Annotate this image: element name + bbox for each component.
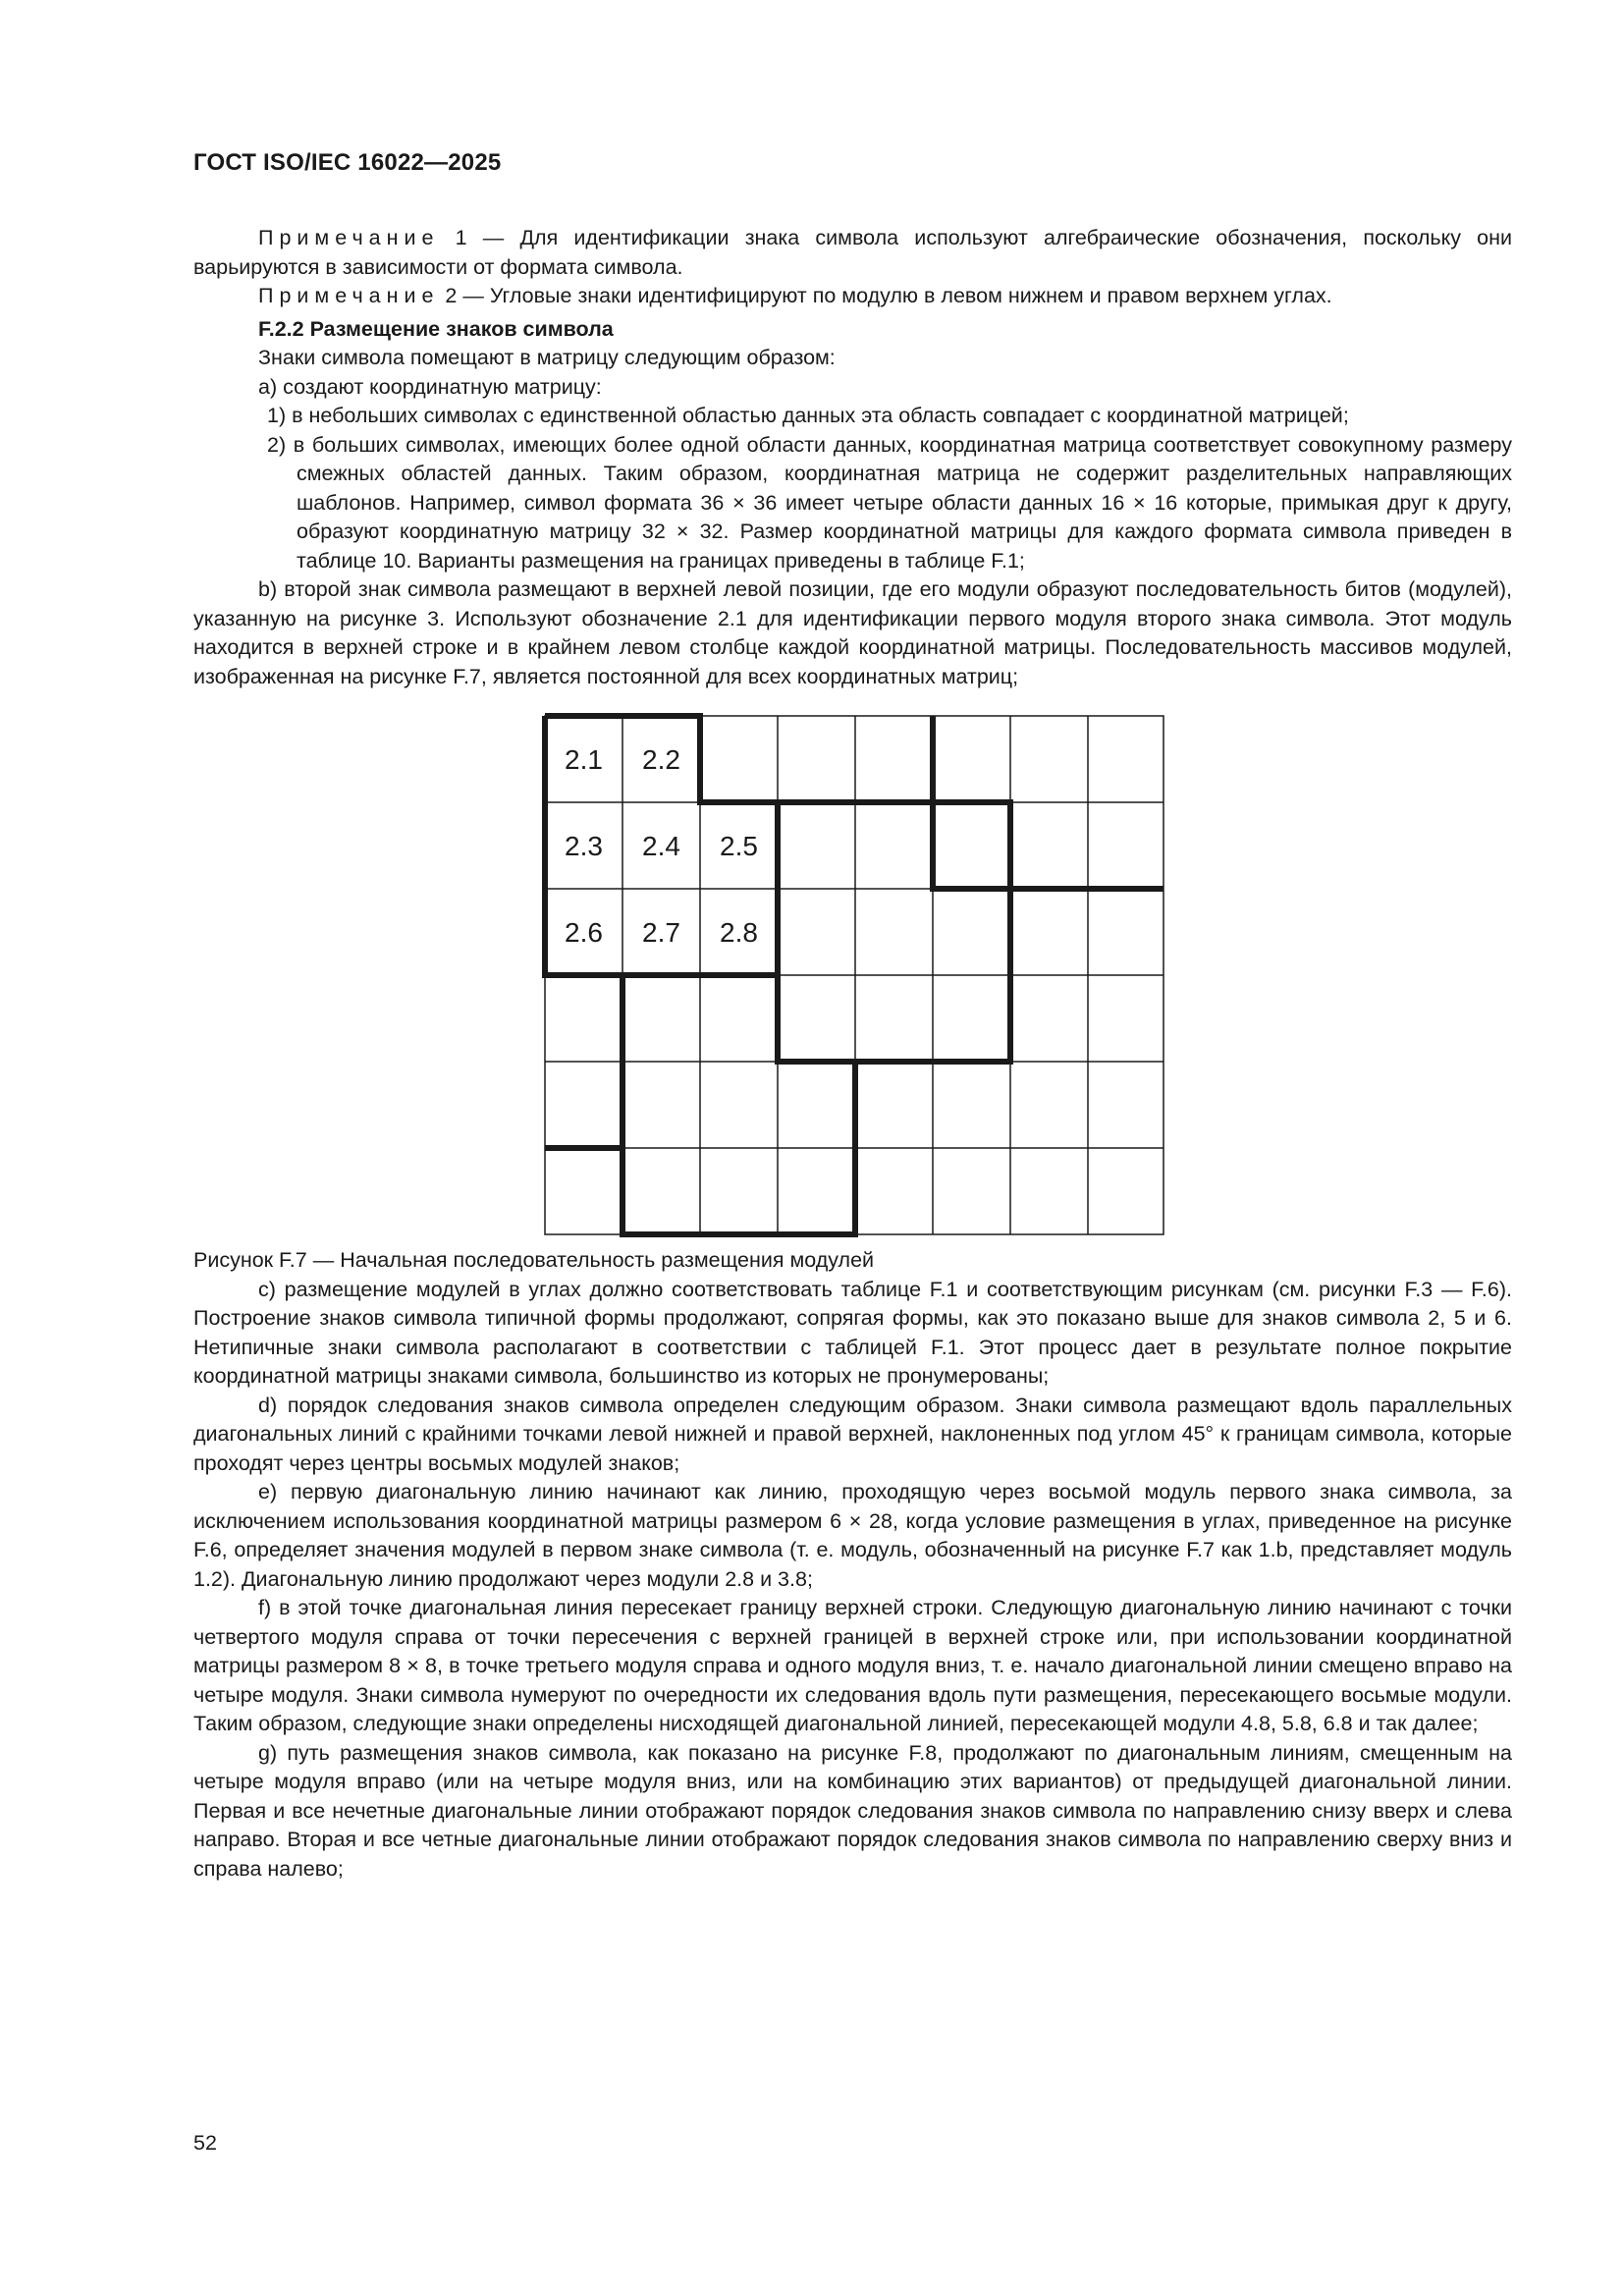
list-item-f: f) в этой точке диагональная линия пересекает границу верхней строки. Следующую диагональную линию начинают с точки четвертого модуля справа от точки пересечения с верхней границей в верхней строке или, при использовании координатной матрицы размером 8 × 8, в точке третьего модуля справа и одного модуля вниз, т. е. начало диагональной линии смещено вправо на четыре модуля. Знаки символа нумеруют по очередности их следования вдоль пути размещения, пересекающего восьмые модули. Таким образом, следующие знаки определены нисходящей диагональной линией, пересекающей модули 4.8, 5.8, 6.8 и так далее; — [193, 1596, 1512, 1735]
list-item-c: c) размещение модулей в углах должно соответствовать таблице F.1 и соответствующим рисункам (см. рисунки F.3 — F.6). Построение знаков символа типичной формы продолжают, сопрягая формы, как это показано выше для знаков символа 2, 5 и 6. Нетипичные знаки символа располагают в соответствии с таблицей F.1. Этот процесс дает в результате полное покрытие координатной матрицы знаками символа, большинство из которых не пронумерованы; — [193, 1277, 1512, 1388]
figure-f7 — [193, 711, 1512, 1246]
module-label: 2.8 — [720, 917, 758, 948]
module-label: 2.6 — [565, 917, 603, 948]
module-labels — [565, 744, 758, 948]
list-item-g: g) путь размещения знаков символа, как показано на рисунке F.8, продолжают по диагональным линиям, смещенным на четыре модуля вправо (или на четыре модуля вниз, или на комбинацию этих вариантов) от предыдущей диагональной линии. Первая и все нечетные диагональные линии отображают порядок следования знаков символа по направлению снизу вверх и слева направо. Вторая и все четные диагональные линии отображают порядок следования знаков символа по направлению сверху вниз и справа налево; — [193, 1740, 1512, 1881]
list-item-b: b) второй знак символа размещают в верхней левой позиции, где его модули образуют последовательность битов (модулей), указанную на рисунке 3. Используют обозначение 2.1 для идентификации первого модуля второго знака символа. Этот модуль находится в верхней строке и в крайнем левом столбце каждой координатной матрицы. Последовательность массивов модулей, изображенная на рисунке F.7, является постоянной для всех координатных матриц; — [193, 577, 1512, 688]
document-header: ГОСТ ISO/IEC 16022—2025 — [193, 149, 502, 176]
module-label: 2.4 — [642, 831, 680, 861]
module-label: 2.7 — [642, 917, 680, 948]
intro-paragraph: Знаки символа помещают в матрицу следующим образом: — [258, 346, 836, 369]
list-item-a2: 2) в больших символах, имеющих более одной области данных, координатная матрица соответствует совокупному размеру смежных областей данных. Таким образом, координатная матрица не содержит разделительных направляющих шаблонов. Например, символ формата 36 × 36 имеет четыре области данных 16 × 16 которые, примыкая друг к другу, образуют координатную матрицу 32 × 32. Размер координатной матрицы для каждого формата символа приведен в таблице 10. Варианты размещения на границах приведены в таблице F.1; — [267, 432, 1512, 573]
note-2: Примечание 2 — Угловые знаки идентифицируют по модулю в левом нижнем и правом верхнем углах. — [258, 284, 1332, 307]
figure-caption: Рисунок F.7 — Начальная последовательность размещения модулей — [193, 1248, 875, 1272]
list-item-a: a) создают координатную матрицу: — [258, 374, 602, 399]
page-number: 52 — [193, 2131, 217, 2155]
module-grid-diagram — [540, 711, 1170, 1241]
page-content — [193, 224, 1512, 1884]
list-item-a1: 1) в небольших символах с единственной областью данных эта область совпадает с координатной матрицей; — [267, 404, 1349, 427]
module-label: 2.2 — [642, 744, 680, 775]
char-boundary-bottom — [622, 975, 855, 1234]
module-label: 2.5 — [720, 831, 758, 861]
module-label: 2.3 — [565, 831, 603, 861]
list-item-d: d) порядок следования знаков символа определен следующим образом. Знаки символа размещают вдоль параллельных диагональных линий с крайними точками левой нижней и правой верхней, наклоненных под углом 45° к границам символа, которые проходят через центры восьмых модулей знаков; — [193, 1393, 1512, 1475]
char-boundary-middle — [778, 802, 1010, 1062]
note-1: Примечание 1 — Для идентификации знака символа используют алгебраические обозначения, поскольку они варьируются в зависимости от формата символа. — [193, 226, 1512, 279]
list-item-e: e) первую диагональную линию начинают как линию, проходящую через восьмой модуль первого знака символа, за исключением использования координатной матрицы размером 6 × 28, когда условие размещения в углах, приведенное на рисунке F.6, определяет значения модулей в первом знаке символа (т. е. модуль, обозначенный на рисунке F.7 как 1.b, представляет модуль 1.2). Диагональную линию продолжают через модули 2.8 и 3.8; — [193, 1480, 1512, 1591]
section-heading: F.2.2 Размещение знаков символа — [258, 316, 614, 341]
module-label: 2.1 — [565, 744, 603, 775]
